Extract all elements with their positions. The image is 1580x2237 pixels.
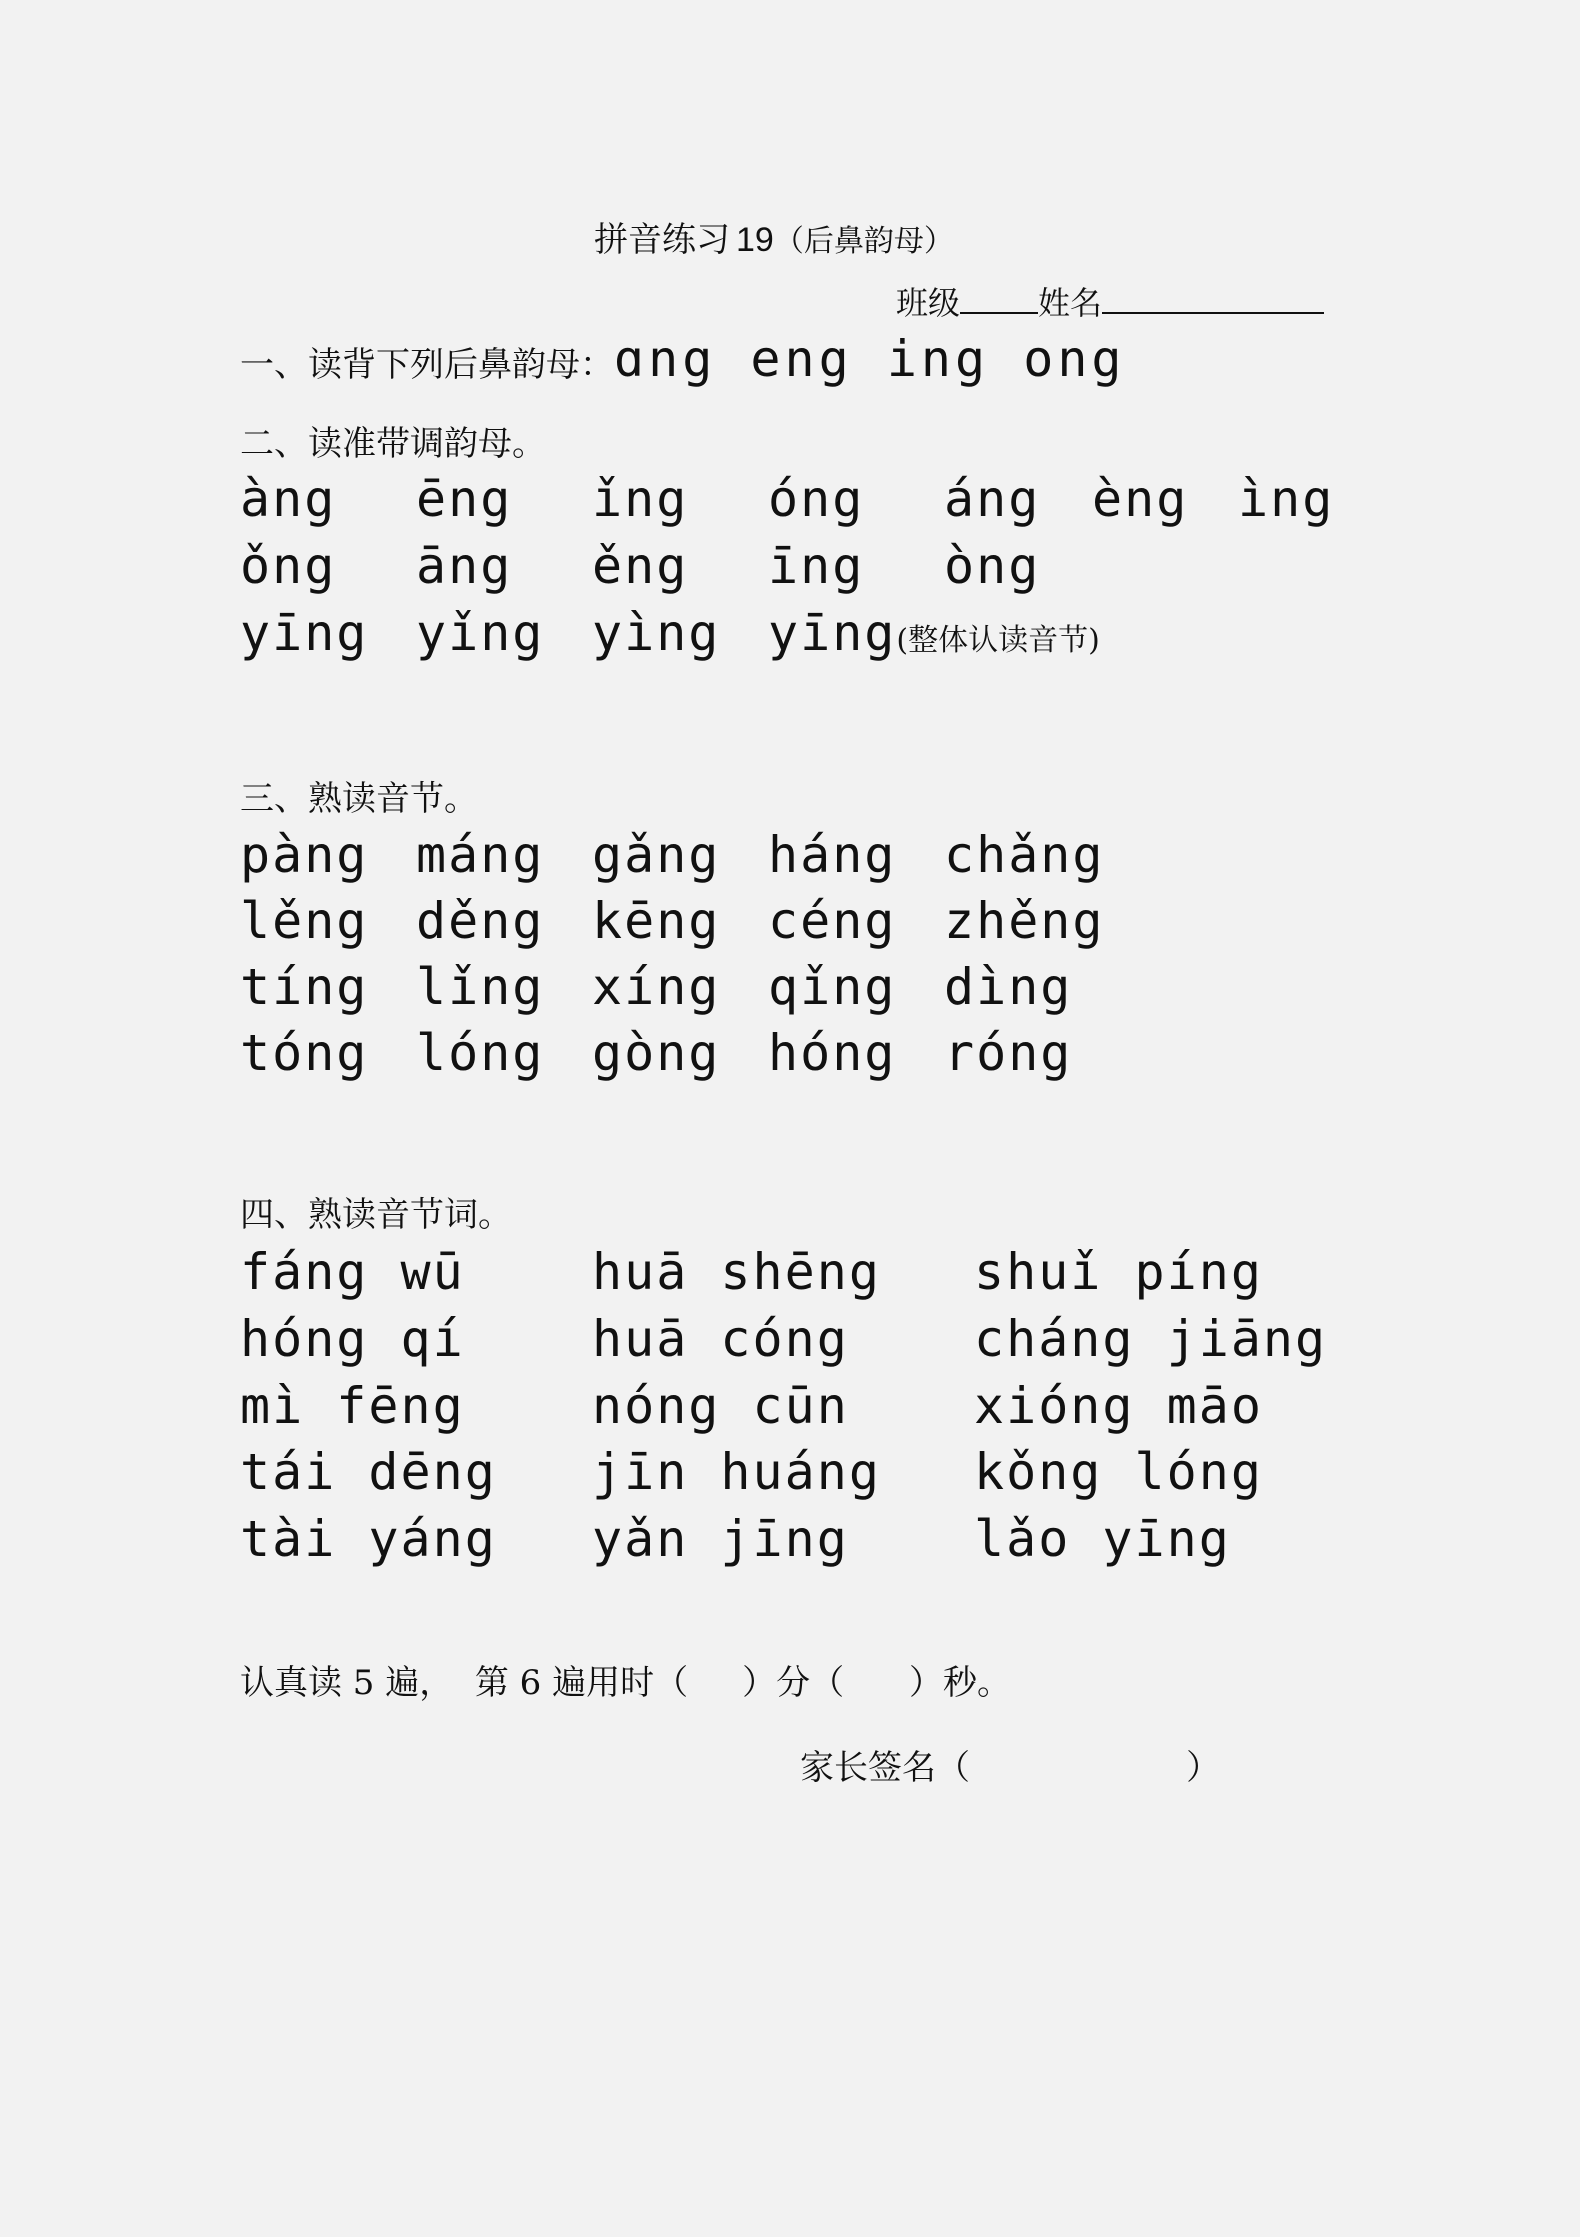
syllable: ìng [1238, 470, 1335, 528]
syllable: lěng [240, 892, 369, 950]
syllable: ēng [416, 470, 513, 528]
whole-syllable-note: (整体认读音节) [896, 623, 1100, 658]
syllable: kēng [592, 892, 721, 950]
syllable: gòng [592, 1024, 721, 1082]
word: tái dēng [240, 1443, 497, 1501]
word: huā cóng [592, 1310, 849, 1368]
syllable: yǐng [416, 604, 545, 662]
syllable: hóng [768, 1024, 897, 1082]
word: lǎo yīng [974, 1510, 1231, 1568]
syllable: gǎng [592, 826, 721, 884]
class-label: 班级 [896, 284, 961, 322]
syllable: lóng [416, 1024, 545, 1082]
syllable: háng [768, 826, 897, 884]
syllable: ěng [592, 537, 689, 595]
syllable: ǒng [240, 537, 337, 595]
word: tài yáng [240, 1510, 497, 1568]
parent-signature-line: 家长签名（ ） [800, 1748, 1221, 1788]
syllable: yīng [240, 604, 369, 662]
title-main: 拼音练习 [594, 220, 730, 260]
title-subtitle: （后鼻韵母） [773, 224, 954, 259]
page-title [594, 212, 954, 261]
syllable: qǐng [768, 958, 897, 1016]
syllable: céng [768, 892, 897, 950]
word: hóng qí [240, 1310, 465, 1368]
syllable: yìng [592, 604, 721, 662]
word: yǎn jīng [592, 1510, 849, 1568]
word: jīn huáng [592, 1443, 881, 1501]
syllable [768, 604, 1100, 662]
section-2-heading: 二、读准带调韵母。 [240, 424, 546, 464]
syllable: pàng [240, 826, 369, 884]
syllable-text: yīng [768, 604, 897, 662]
word: nóng cūn [592, 1377, 849, 1435]
section-1-finals: ɑng eng ing ong [614, 330, 1126, 388]
syllable: áng [944, 470, 1041, 528]
title-number: 19 [736, 221, 774, 259]
name-label: 姓名 [1038, 284, 1103, 322]
syllable: zhěng [944, 892, 1105, 950]
name-blank[interactable] [1102, 282, 1324, 314]
syllable: chǎng [944, 826, 1105, 884]
syllable: děng [416, 892, 545, 950]
syllable: óng [768, 470, 865, 528]
syllable: āng [416, 537, 513, 595]
word: kǒng lóng [974, 1443, 1263, 1501]
word: fáng wū [240, 1243, 465, 1301]
syllable: máng [416, 826, 545, 884]
word: shuǐ píng [974, 1243, 1263, 1301]
syllable: ǐng [592, 470, 689, 528]
syllable: róng [944, 1024, 1073, 1082]
syllable: tíng [240, 958, 369, 1016]
student-info-fields [896, 278, 1324, 324]
word: mì fēng [240, 1377, 465, 1435]
section-1-heading: 一、读背下列后鼻韵母： [240, 345, 614, 385]
reading-time-line: 认真读 5 遍， 第 6 遍用时（ ）分（ ）秒。 [240, 1663, 1011, 1703]
class-blank[interactable] [960, 282, 1038, 314]
syllable: dìng [944, 958, 1073, 1016]
section-4-heading: 四、熟读音节词。 [240, 1195, 512, 1235]
word: cháng jiāng [974, 1310, 1328, 1368]
syllable: īng [768, 537, 865, 595]
syllable: àng [240, 470, 337, 528]
word: huā shēng [592, 1243, 881, 1301]
syllable: òng [944, 537, 1041, 595]
word: xióng māo [974, 1377, 1263, 1435]
section-1 [240, 330, 1126, 388]
syllable: xíng [592, 958, 721, 1016]
section-3-heading: 三、熟读音节。 [240, 779, 478, 819]
syllable: lǐng [416, 958, 545, 1016]
syllable: tóng [240, 1024, 369, 1082]
syllable: èng [1092, 470, 1189, 528]
